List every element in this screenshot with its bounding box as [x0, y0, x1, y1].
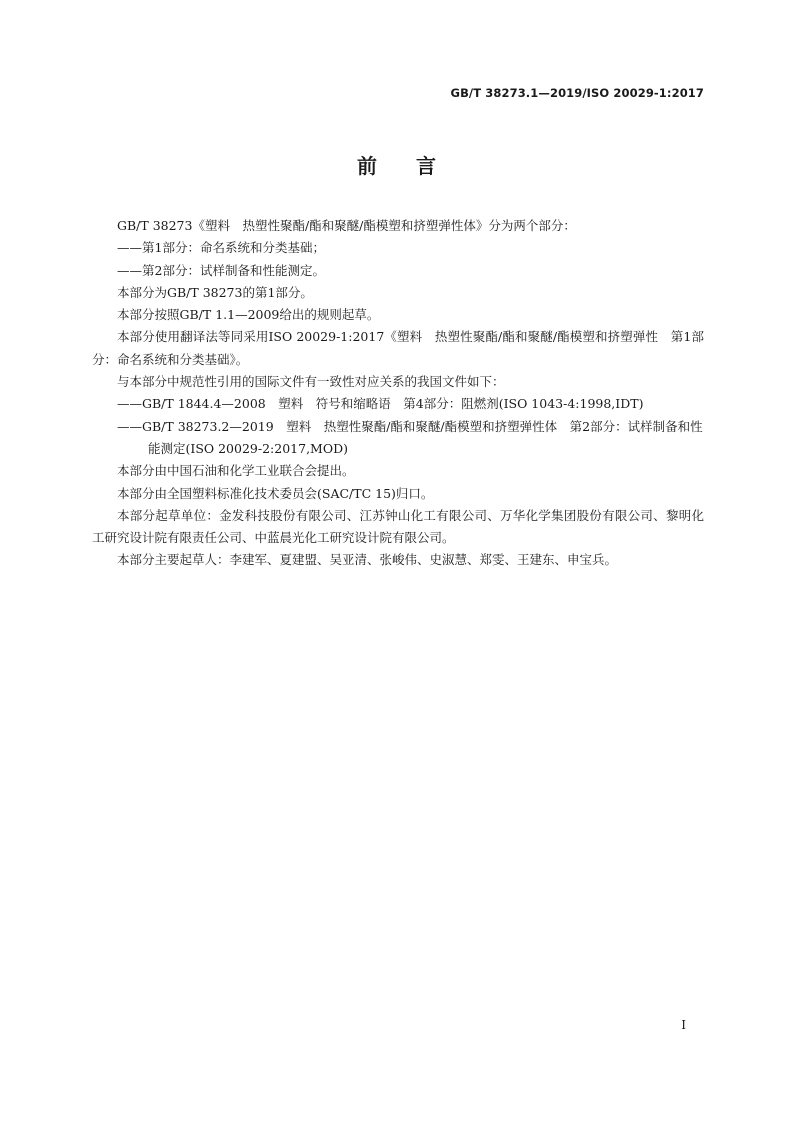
title-char-2: 言 — [416, 154, 437, 178]
paragraph-centralized-by: 本部分由全国塑料标准化技术委员会(SAC/TC 15)归口。 — [117, 485, 434, 501]
foreword-body — [92, 215, 704, 572]
title-char-1: 前 — [357, 154, 378, 178]
paragraph-references-intro: 与本部分中规范性引用的国际文件有一致性对应关系的我国文件如下： — [117, 374, 505, 390]
paragraph-proposed-by: 本部分由中国石油和化学工业联合会提出。 — [117, 463, 355, 479]
list-item-reference-2: ——GB/T 38273.2—2019 塑料 热塑性聚酯/酯和聚醚/酯模塑和挤塑弹性体 第2部分：试样制备和性能测定(ISO 20029-2:2017,MOD) — [117, 418, 703, 456]
paragraph-drafting-units: 本部分起草单位：金发科技股份有限公司、江苏钟山化工有限公司、万华化学集团股份有限公司、黎明化工研究设计院有限责任公司、中蓝晨光化工研究设计院有限公司。 — [92, 507, 704, 546]
list-item-part-1: ——第1部分：命名系统和分类基础； — [117, 240, 325, 256]
standard-code: GB/T 38273.1—2019/ISO 20029-1:2017 — [450, 86, 704, 100]
paragraph-parts-overview: GB/T 38273《塑料 热塑性聚酯/酯和聚醚/酯模塑和挤塑弹性体》分为两个部分： — [117, 218, 576, 233]
paragraph-drafting-rules: 本部分按照GB/T 1.1—2009给出的规则起草。 — [117, 307, 380, 323]
list-item-reference-1: ——GB/T 1844.4—2008 塑料 符号和缩略语 第4部分：阻燃剂(ISO 1043-4:1998,IDT) — [117, 396, 644, 412]
page-title — [0, 150, 794, 179]
paragraph-adoption: 本部分使用翻译法等同采用ISO 20029-1:2017《塑料 热塑性聚酯/酯和聚醚/酯模塑和挤塑弹性 第1部分：命名系统和分类基础》。 — [92, 329, 704, 367]
list-item-part-2: ——第2部分：试样制备和性能测定。 — [117, 262, 325, 278]
paragraph-drafters: 本部分主要起草人：李建军、夏建盟、吴亚清、张峻伟、史淑慧、郑雯、王建东、申宝兵。 — [117, 552, 618, 568]
paragraph-this-part: 本部分为GB/T 38273的第1部分。 — [117, 284, 313, 300]
page-number: I — [681, 1018, 686, 1032]
